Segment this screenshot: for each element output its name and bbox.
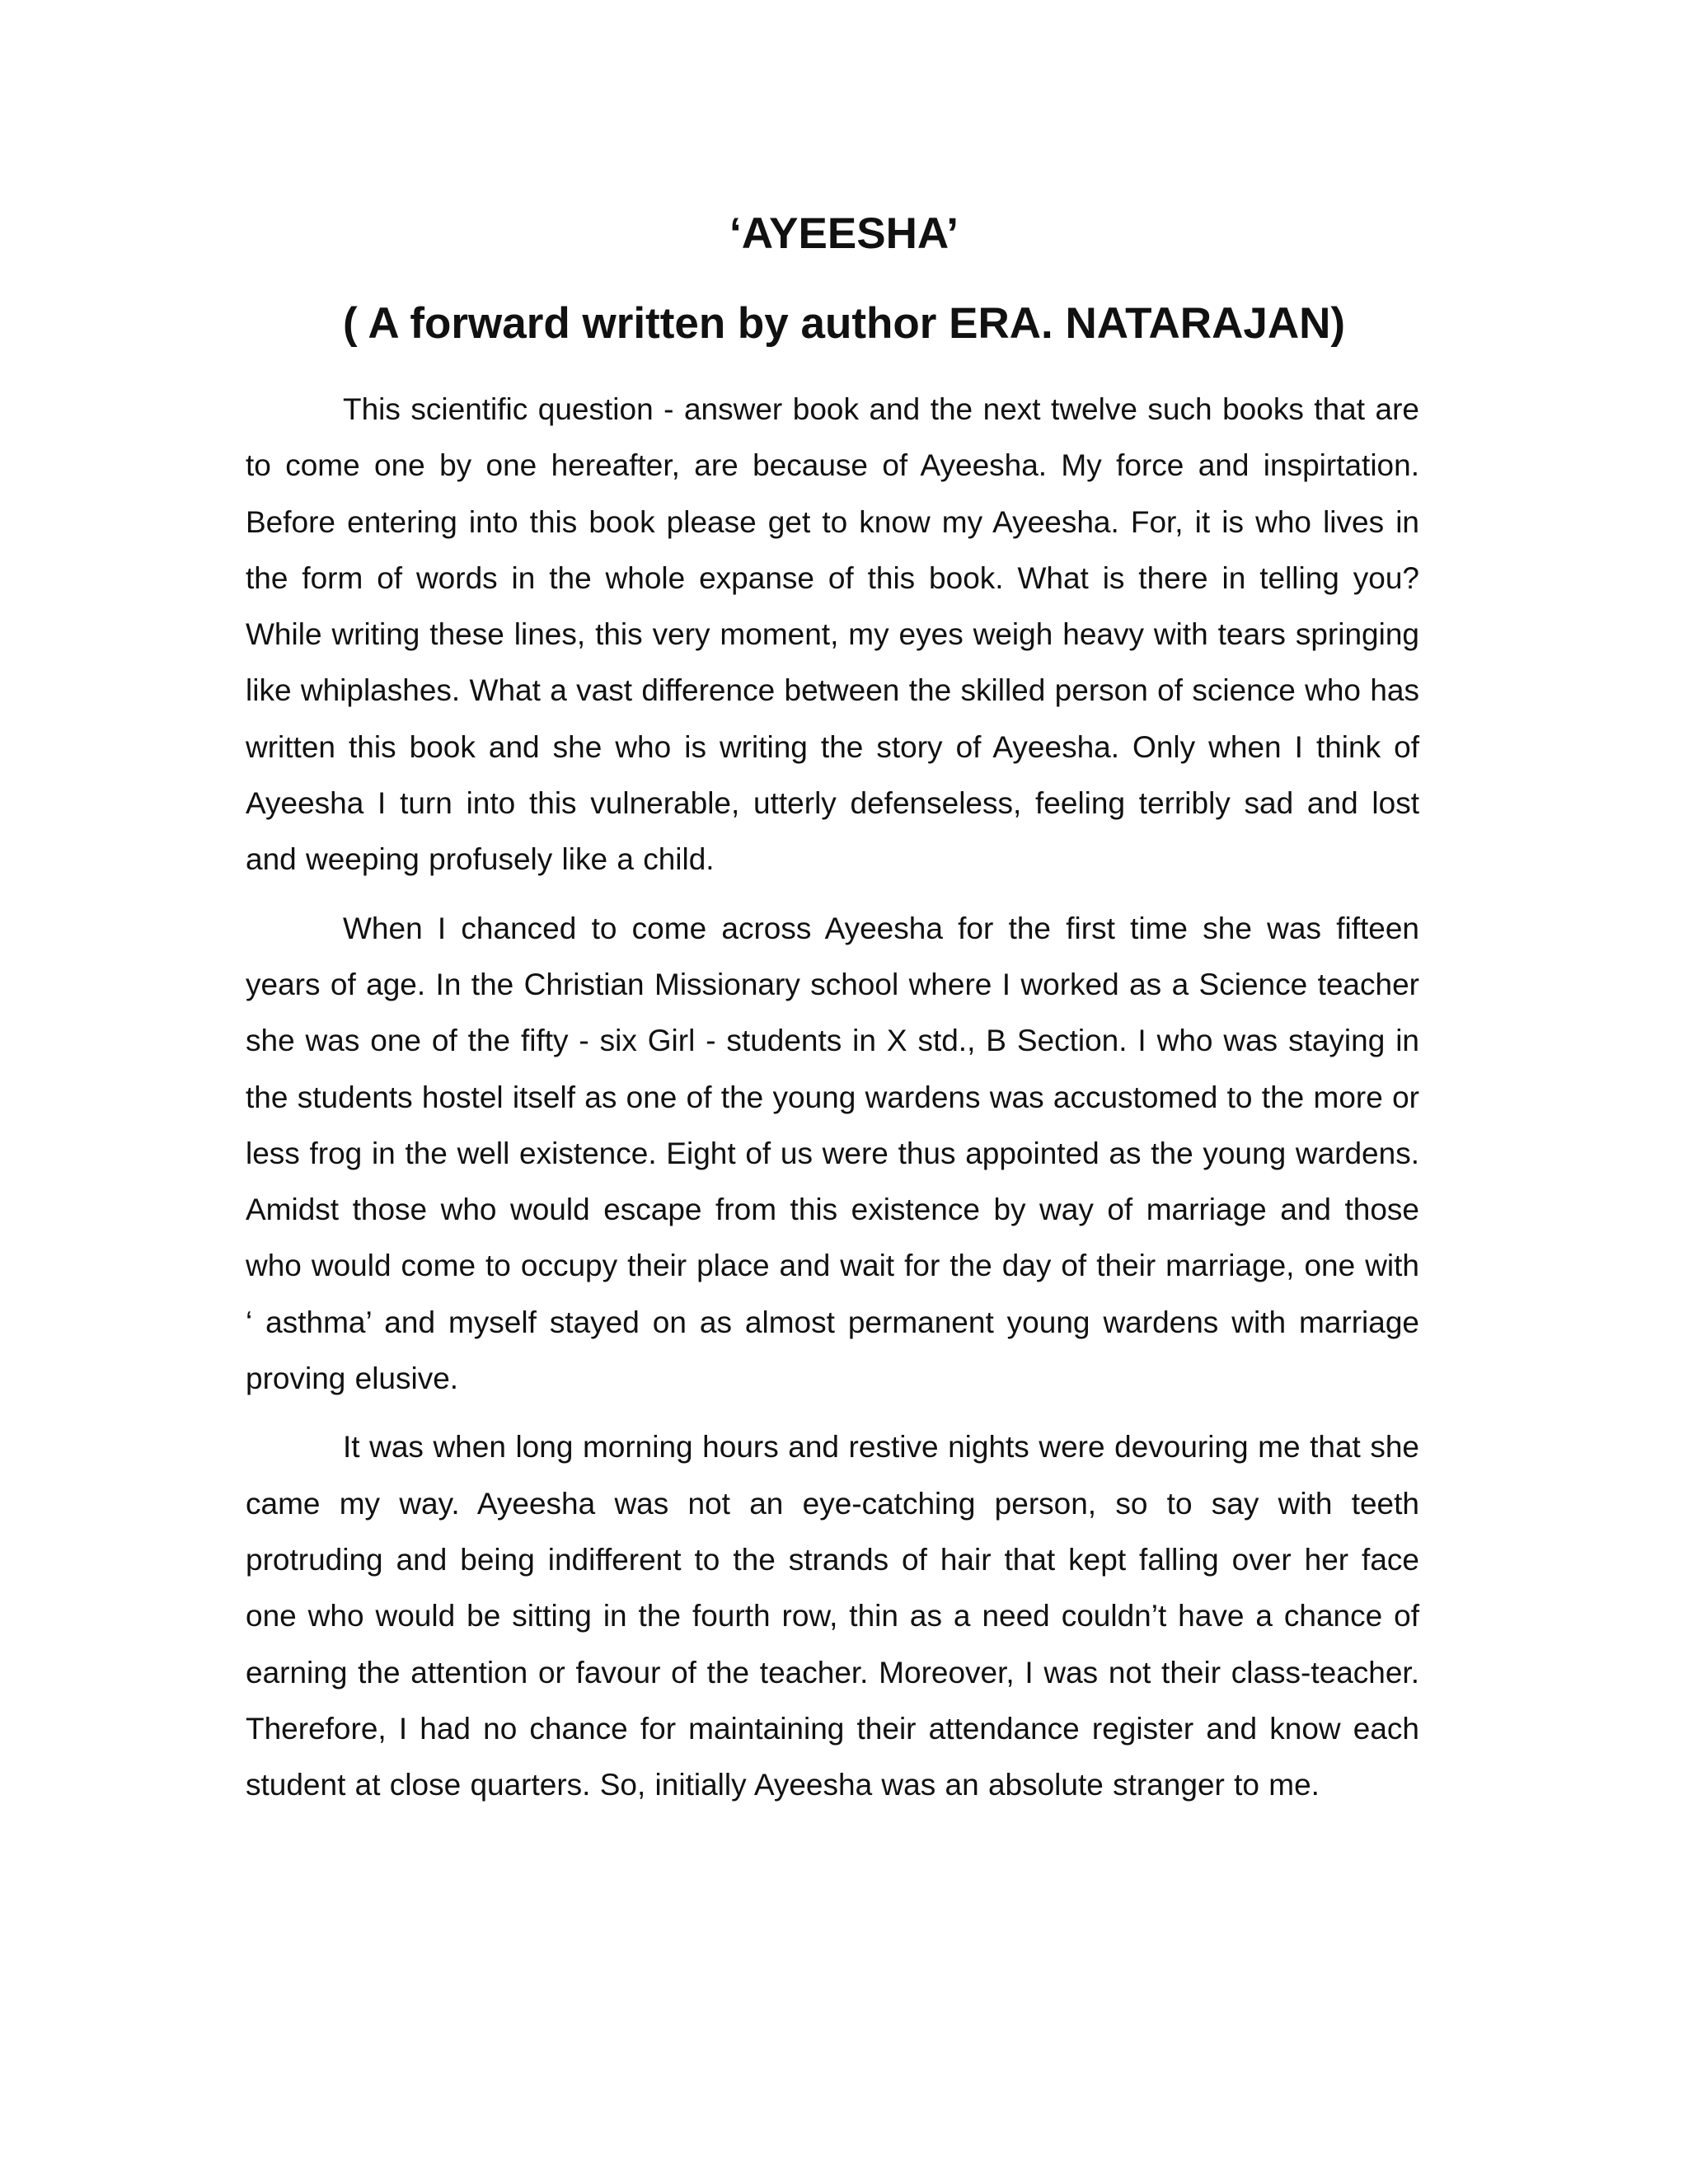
paragraph-1: This scientific question - answer book and the next twelve such books that are to come one by one hereafter, are because of Ayeesha. My force and inspirtation. Before entering into this book please get to know my Ayeesha. For, it is who lives in the form of words in the whole expanse of this book. What is there in telling you? While writing these lines, this very moment, my eyes weigh heavy with tears springing like whiplashes. What a vast difference between the skilled person of science who has written this book and she who is writing the story of Ayeesha. Only when I think of Ayeesha I turn into this vulnerable, utterly defenseless, feeling terribly sad and lost and weeping profusely like a child. (246, 392, 1419, 877)
paragraph-3: It was when long morning hours and restive nights were devouring me that she came my way. Ayeesha was not an eye-catching person, so to say with teeth protruding and being indifferent to the strands of hair that kept falling over her face one who would be sitting in the fourth row, thin as a need couldn’t have a chance of earning the attention or favour of the teacher. Moreover, I was not their class-teacher. Therefore, I had no chance for maintaining their attendance register and know each student at close quarters. So, initially Ayeesha was an absolute stranger to me. (246, 1430, 1419, 1802)
document-subtitle: ( A forward written by author ERA. NATARAJAN) (342, 299, 1346, 348)
document-title: ‘AYEESHA’ (729, 209, 959, 258)
paragraph-2: When I chanced to come across Ayeesha for the first time she was fifteen years of age. In the Christian Missionary school where I worked as a Science teacher she was one of the fifty - six Girl - students in X std., B Section. I who was staying in the students hostel itself as one of the young wardens was accustomed to the more or less frog in the well existence. Eight of us were thus appointed as the young wardens. Amidst those who would escape from this existence by way of marriage and those who would come to occupy their place and wait for the day of their marriage, one with ‘ asthma’ and myself stayed on as almost permanent young wardens with marriage proving elusive. (246, 911, 1419, 1396)
document-body (246, 382, 1419, 1825)
